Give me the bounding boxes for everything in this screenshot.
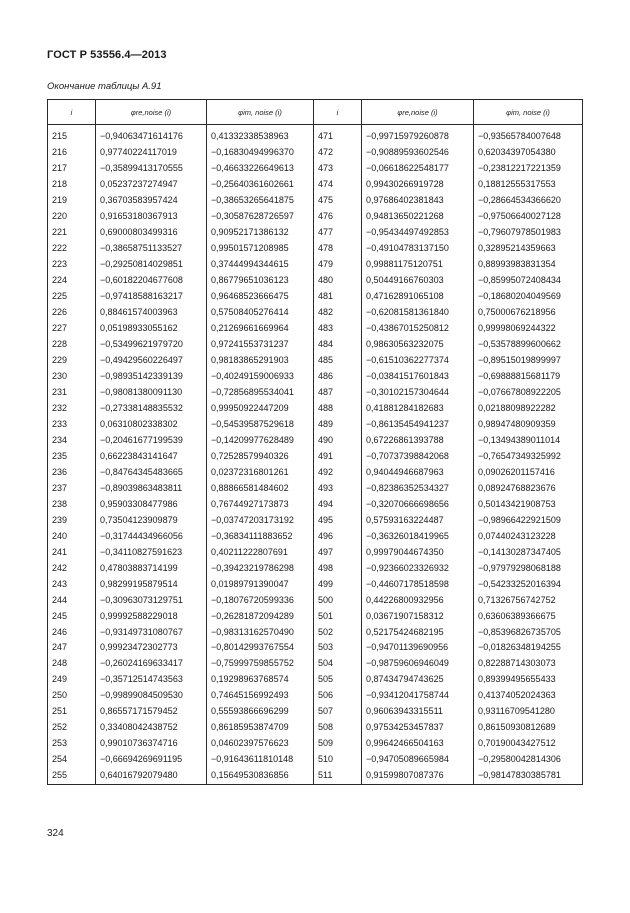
table-cell: 0,09026201157416	[474, 464, 583, 480]
table-cell: 0,19298963768574	[207, 672, 314, 688]
table-cell: 0,75000676218956	[474, 305, 583, 321]
table-cell: −0,06618622548177	[362, 161, 474, 177]
table-cell: 477	[314, 225, 362, 241]
column-header: i	[314, 100, 362, 125]
table-cell: 0,93116709541280	[474, 704, 583, 720]
table-row	[48, 608, 583, 624]
table-cell: −0,94063471614176	[96, 129, 207, 145]
table-cell: −0,79607978501983	[474, 225, 583, 241]
table-cell: 508	[314, 720, 362, 736]
table-cell: −0,31744434966056	[96, 528, 207, 544]
table-cell: −0,76547349325992	[474, 448, 583, 464]
table-cell: 0,04602397576623	[207, 736, 314, 752]
table-cell: 236	[48, 464, 96, 480]
table-cell: −0,54539587529618	[207, 416, 314, 432]
table-cell: −0,26281872094289	[207, 608, 314, 624]
table-cell: −0,49104783137150	[362, 241, 474, 257]
table-cell: 0,91599807087376	[362, 768, 474, 784]
table-cell: −0,38653265641875	[207, 193, 314, 209]
table-cell: 0,41332338538963	[207, 129, 314, 145]
table-row	[48, 560, 583, 576]
table-cell: 0,99642466504163	[362, 736, 474, 752]
table-cell: −0,36326018419965	[362, 528, 474, 544]
table-cell: 476	[314, 209, 362, 225]
table-row	[48, 145, 583, 161]
table-row	[48, 720, 583, 736]
table-row	[48, 432, 583, 448]
table-cell: 0,36703583957424	[96, 193, 207, 209]
table-cell: 217	[48, 161, 96, 177]
column-header: φim, noise (i)	[207, 100, 314, 125]
column-header: φre,noise (i)	[96, 100, 207, 125]
table-cell: −0,98081380091130	[96, 385, 207, 401]
table-cell: 230	[48, 369, 96, 385]
table-cell: 0,76744927173873	[207, 496, 314, 512]
table-cell: 219	[48, 193, 96, 209]
table-cell: −0,38658751133527	[96, 241, 207, 257]
table-cell: 253	[48, 736, 96, 752]
table-cell: 241	[48, 544, 96, 560]
table-cell: −0,03747203173192	[207, 512, 314, 528]
table-cell: 0,70190043427512	[474, 736, 583, 752]
table-cell: −0,28664534366620	[474, 193, 583, 209]
table-cell: 502	[314, 624, 362, 640]
table-cell: 0,98183865291903	[207, 353, 314, 369]
table-cell: 483	[314, 321, 362, 337]
table-cell: 480	[314, 273, 362, 289]
table-cell: 0,08924768823676	[474, 480, 583, 496]
table-cell: 0,86150930812689	[474, 720, 583, 736]
table-cell: 226	[48, 305, 96, 321]
table-cell: −0,32070666698656	[362, 496, 474, 512]
table-cell: −0,07667808922205	[474, 385, 583, 401]
table-cell: 0,97686402381843	[362, 193, 474, 209]
table-cell: 247	[48, 640, 96, 656]
table-cell: 504	[314, 656, 362, 672]
table-row	[48, 129, 583, 145]
table-cell: 0,33408042438752	[96, 720, 207, 736]
table-cell: 246	[48, 624, 96, 640]
table-cell: −0,30963073129751	[96, 592, 207, 608]
table-cell: 222	[48, 241, 96, 257]
table-cell: 0,15649530836856	[207, 768, 314, 784]
table-cell: 478	[314, 241, 362, 257]
table-cell: −0,70737398842068	[362, 448, 474, 464]
table-cell: 0,50449166760303	[362, 273, 474, 289]
table-cell: 0,99992588229018	[96, 608, 207, 624]
table-cell: −0,18076720599336	[207, 592, 314, 608]
table-cell: 0,72528579940326	[207, 448, 314, 464]
table-cell: 0,05198933055162	[96, 321, 207, 337]
table-cell: 506	[314, 688, 362, 704]
table-cell: 234	[48, 432, 96, 448]
table-cell: 0,47162891065108	[362, 289, 474, 305]
table-cell: 0,99501571208985	[207, 241, 314, 257]
table-cell: 494	[314, 496, 362, 512]
table-cell: −0,46633226649613	[207, 161, 314, 177]
table-cell: 0,52175424682195	[362, 624, 474, 640]
table-cell: −0,30102157304644	[362, 385, 474, 401]
table-row	[48, 161, 583, 177]
table-cell: −0,29580042814306	[474, 752, 583, 768]
table-cell: 0,94044946687963	[362, 464, 474, 480]
table-cell: 486	[314, 369, 362, 385]
column-header: φre,noise (i)	[362, 100, 474, 125]
table-cell: −0,14130287347405	[474, 544, 583, 560]
table-cell: −0,98935142339139	[96, 369, 207, 385]
table-row	[48, 640, 583, 656]
table-cell: −0,36834111883652	[207, 528, 314, 544]
table-cell: −0,93412041758744	[362, 688, 474, 704]
table-cell: 491	[314, 448, 362, 464]
table-cell: 244	[48, 592, 96, 608]
table-cell: −0,82386352534327	[362, 480, 474, 496]
table-cell: −0,61510362277374	[362, 353, 474, 369]
table-cell: −0,49429560226497	[96, 353, 207, 369]
table-cell: −0,86135454941237	[362, 416, 474, 432]
table-cell: 0,86185953874709	[207, 720, 314, 736]
table-cell: −0,01826348194255	[474, 640, 583, 656]
table-row	[48, 448, 583, 464]
table-cell: −0,25640361602661	[207, 177, 314, 193]
table-cell: −0,66694269691195	[96, 752, 207, 768]
table-cell: 0,96468523666475	[207, 289, 314, 305]
table-row	[48, 656, 583, 672]
table-cell: 216	[48, 145, 96, 161]
table-row	[48, 385, 583, 401]
table-cell: 0,99950922447209	[207, 400, 314, 416]
table-cell: 220	[48, 209, 96, 225]
table-row	[48, 464, 583, 480]
table-cell: −0,92366023326932	[362, 560, 474, 576]
table-cell: −0,40249159006933	[207, 369, 314, 385]
table-cell: −0,80142993767554	[207, 640, 314, 656]
table-cell: −0,94705089665984	[362, 752, 474, 768]
table-cell: 239	[48, 512, 96, 528]
table-cell: 232	[48, 400, 96, 416]
table-cell: −0,93565784007648	[474, 129, 583, 145]
table-cell: 0,88461574003963	[96, 305, 207, 321]
table-row	[48, 688, 583, 704]
table-cell: −0,85396826735705	[474, 624, 583, 640]
table-cell: 0,21269661669964	[207, 321, 314, 337]
table-row	[48, 768, 583, 784]
table-cell: 471	[314, 129, 362, 145]
table-cell: −0,72856895534041	[207, 385, 314, 401]
table-cell: 227	[48, 321, 96, 337]
table-cell: −0,43867015250812	[362, 321, 474, 337]
table-cell: 0,05237237274947	[96, 177, 207, 193]
table-cell: 479	[314, 257, 362, 273]
table-cell: −0,97979298068188	[474, 560, 583, 576]
table-cell: 0,63606389366675	[474, 608, 583, 624]
table-row	[48, 225, 583, 241]
table-row	[48, 736, 583, 752]
table-cell: −0,13494389011014	[474, 432, 583, 448]
table-cell: −0,62081581361840	[362, 305, 474, 321]
table-cell: −0,03841517601843	[362, 369, 474, 385]
document-title: ГОСТ Р 53556.4—2013	[47, 49, 167, 61]
table-cell: 0,90952171386132	[207, 225, 314, 241]
table-cell: 0,98947480909359	[474, 416, 583, 432]
table-cell: 215	[48, 129, 96, 145]
table-caption: Окончание таблицы А.91	[47, 81, 162, 92]
table-cell: 498	[314, 560, 362, 576]
table-cell: 487	[314, 385, 362, 401]
table-row	[48, 369, 583, 385]
table-cell: 218	[48, 177, 96, 193]
table-cell: −0,75999759855752	[207, 656, 314, 672]
table-cell: 0,62034397054380	[474, 145, 583, 161]
table-row	[48, 257, 583, 273]
table-cell: 0,88993983831354	[474, 257, 583, 273]
table-cell: 505	[314, 672, 362, 688]
table-cell: −0,99715979260878	[362, 129, 474, 145]
table-cell: 497	[314, 544, 362, 560]
table-cell: 235	[48, 448, 96, 464]
table-row	[48, 512, 583, 528]
table-cell: −0,30587628726597	[207, 209, 314, 225]
table-cell: 0,50143421908753	[474, 496, 583, 512]
table-header-row	[48, 100, 583, 125]
table-cell: −0,98966422921509	[474, 512, 583, 528]
table-cell: 252	[48, 720, 96, 736]
table-cell: 0,02188098922282	[474, 400, 583, 416]
table-cell: 248	[48, 656, 96, 672]
table-cell: 481	[314, 289, 362, 305]
table-cell: −0,23812217221359	[474, 161, 583, 177]
table-cell: 499	[314, 576, 362, 592]
table-cell: 0,55593866696299	[207, 704, 314, 720]
table-cell: 484	[314, 337, 362, 353]
table-cell: 254	[48, 752, 96, 768]
table-cell: −0,85995072408434	[474, 273, 583, 289]
table-cell: 0,57508405276414	[207, 305, 314, 321]
table-cell: 240	[48, 528, 96, 544]
table-cell: 0,64016792079480	[96, 768, 207, 784]
table-cell: 490	[314, 432, 362, 448]
table-cell: 0,69000803499316	[96, 225, 207, 241]
table-cell: 0,18812555317553	[474, 177, 583, 193]
table-cell: −0,39423219786298	[207, 560, 314, 576]
table-cell: 242	[48, 560, 96, 576]
table-cell: 0,71326756742752	[474, 592, 583, 608]
table-cell: −0,14209977628489	[207, 432, 314, 448]
table-row	[48, 177, 583, 193]
table-cell: 495	[314, 512, 362, 528]
table-cell: 0,87434794743625	[362, 672, 474, 688]
table-row	[48, 704, 583, 720]
table-cell: 485	[314, 353, 362, 369]
table-cell: −0,94701139690956	[362, 640, 474, 656]
table-cell: 251	[48, 704, 96, 720]
table-row	[48, 528, 583, 544]
table-cell: 0,06310802338302	[96, 416, 207, 432]
table-cell: −0,99899084509530	[96, 688, 207, 704]
table-cell: 255	[48, 768, 96, 784]
table-cell: 0,47803883714199	[96, 560, 207, 576]
table-cell: 0,98299195879514	[96, 576, 207, 592]
table-cell: 0,86557171579452	[96, 704, 207, 720]
table-cell: 0,99010736374716	[96, 736, 207, 752]
table-cell: 0,96063943315511	[362, 704, 474, 720]
table-cell: −0,89515019899997	[474, 353, 583, 369]
table-row	[48, 305, 583, 321]
table-cell: 229	[48, 353, 96, 369]
table-cell: 0,67226861393788	[362, 432, 474, 448]
table-cell: 221	[48, 225, 96, 241]
table-cell: 0,97740224117019	[96, 145, 207, 161]
table-cell: 0,99430266919728	[362, 177, 474, 193]
table-cell: 224	[48, 273, 96, 289]
table-cell: 0,02372316801261	[207, 464, 314, 480]
table-row	[48, 337, 583, 353]
table-cell: 0,91653180367913	[96, 209, 207, 225]
table-cell: 0,73504123909879	[96, 512, 207, 528]
table-cell: −0,20461677199539	[96, 432, 207, 448]
table-row	[48, 289, 583, 305]
table-cell: 472	[314, 145, 362, 161]
table-cell: 250	[48, 688, 96, 704]
table-cell: 0,66223843141647	[96, 448, 207, 464]
table-cell: 245	[48, 608, 96, 624]
table-cell: 488	[314, 400, 362, 416]
table-cell: −0,26024169633417	[96, 656, 207, 672]
table-cell: −0,29250814029851	[96, 257, 207, 273]
table-cell: 0,94813650221268	[362, 209, 474, 225]
table-cell: 223	[48, 257, 96, 273]
table-cell: 496	[314, 528, 362, 544]
table-cell: −0,91643611810148	[207, 752, 314, 768]
table-cell: −0,98147830385781	[474, 768, 583, 784]
column-header: i	[48, 100, 96, 125]
table-cell: 0,89399495655433	[474, 672, 583, 688]
table-cell: 0,99923472302773	[96, 640, 207, 656]
page-number: 324	[47, 828, 64, 839]
table-cell: −0,35899413170555	[96, 161, 207, 177]
table-cell: −0,27338148835532	[96, 400, 207, 416]
table-row	[48, 576, 583, 592]
table-cell: 501	[314, 608, 362, 624]
table-cell: 0,40211222807691	[207, 544, 314, 560]
table-cell: 489	[314, 416, 362, 432]
table-cell: 0,57593163224487	[362, 512, 474, 528]
table-row	[48, 241, 583, 257]
table-cell: 0,98630563232075	[362, 337, 474, 353]
table-cell: 510	[314, 752, 362, 768]
table-row	[48, 193, 583, 209]
table-cell: −0,18680204049569	[474, 289, 583, 305]
table-cell: 0,44226800932956	[362, 592, 474, 608]
column-header: φim, noise (i)	[474, 100, 583, 125]
table-cell: −0,90889593602546	[362, 145, 474, 161]
table-row	[48, 480, 583, 496]
table-row	[48, 592, 583, 608]
table-row	[48, 273, 583, 289]
table-cell: 238	[48, 496, 96, 512]
table-row	[48, 353, 583, 369]
table-cell: 0,86779651036123	[207, 273, 314, 289]
table-cell: 474	[314, 177, 362, 193]
table-row	[48, 624, 583, 640]
table-cell: −0,93149731080767	[96, 624, 207, 640]
table-cell: −0,97506640027128	[474, 209, 583, 225]
table-row	[48, 400, 583, 416]
table-cell: 0,99979044674350	[362, 544, 474, 560]
table-cell: 503	[314, 640, 362, 656]
table-cell: 0,32895214359663	[474, 241, 583, 257]
table-cell: −0,54233252016394	[474, 576, 583, 592]
table-cell: −0,84764345483665	[96, 464, 207, 480]
table-cell: 0,88866581484602	[207, 480, 314, 496]
table-row	[48, 321, 583, 337]
table-cell: −0,95434497492853	[362, 225, 474, 241]
table-cell: −0,53499621979720	[96, 337, 207, 353]
table-cell: 0,41881284182683	[362, 400, 474, 416]
table-row	[48, 752, 583, 768]
table-cell: 507	[314, 704, 362, 720]
table-cell: 225	[48, 289, 96, 305]
table-cell: 233	[48, 416, 96, 432]
table-cell: 475	[314, 193, 362, 209]
table-cell: 0,07440243123228	[474, 528, 583, 544]
table-cell: −0,97418588163217	[96, 289, 207, 305]
table-cell: 0,41374052024363	[474, 688, 583, 704]
table-cell: 473	[314, 161, 362, 177]
table-cell: 511	[314, 768, 362, 784]
table-cell: −0,60182204677608	[96, 273, 207, 289]
table-cell: −0,53578899600662	[474, 337, 583, 353]
table-cell: −0,89039863483811	[96, 480, 207, 496]
table-row	[48, 209, 583, 225]
table-cell: −0,35712514743563	[96, 672, 207, 688]
table-cell: 228	[48, 337, 96, 353]
table-cell: 0,97534253457837	[362, 720, 474, 736]
table-cell: 0,37444994344615	[207, 257, 314, 273]
table-body	[48, 125, 583, 785]
data-table	[47, 99, 583, 785]
table-row	[48, 544, 583, 560]
table-cell: 237	[48, 480, 96, 496]
table-cell: 243	[48, 576, 96, 592]
table-cell: 249	[48, 672, 96, 688]
table-cell: −0,98759606946049	[362, 656, 474, 672]
table-cell: 0,95903308477986	[96, 496, 207, 512]
table-cell: 0,74645156992493	[207, 688, 314, 704]
table-cell: 0,01989791390047	[207, 576, 314, 592]
table-cell: 493	[314, 480, 362, 496]
table-cell: 492	[314, 464, 362, 480]
table-cell: −0,34110827591623	[96, 544, 207, 560]
table-cell: 0,99998069244322	[474, 321, 583, 337]
table-cell: −0,98313162570490	[207, 624, 314, 640]
table-cell: −0,16830494996370	[207, 145, 314, 161]
table-cell: 482	[314, 305, 362, 321]
table-cell: 0,82288714303073	[474, 656, 583, 672]
table-cell: −0,69888815681179	[474, 369, 583, 385]
table-cell: 500	[314, 592, 362, 608]
table-cell: 509	[314, 736, 362, 752]
table-row	[48, 416, 583, 432]
table-cell: 0,99881175120751	[362, 257, 474, 273]
table-cell: 0,03671907158312	[362, 608, 474, 624]
table-row	[48, 672, 583, 688]
table-cell: −0,44607178518598	[362, 576, 474, 592]
table-row	[48, 496, 583, 512]
table-cell: 231	[48, 385, 96, 401]
table-cell: 0,97241553731237	[207, 337, 314, 353]
